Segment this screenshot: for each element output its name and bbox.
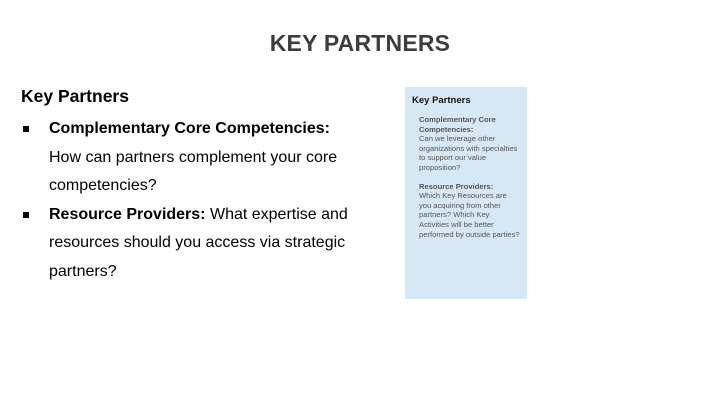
slide-title: KEY PARTNERS	[269, 30, 451, 56]
bullet-term: Resource Providers:	[49, 205, 206, 223]
content-column	[21, 86, 381, 286]
square-bullet-icon	[23, 212, 29, 218]
canvas-item-resource-providers	[419, 182, 521, 240]
canvas-item-core-competencies	[419, 115, 521, 173]
bullet-text: What expertise and resources should you access via strategic partners?	[49, 205, 348, 280]
canvas-box-title: Key Partners	[412, 95, 471, 106]
bullet-text: How can partners complement your core competencies?	[49, 148, 338, 194]
key-partners-canvas-box	[405, 87, 527, 299]
bullet-list	[21, 115, 381, 286]
square-bullet-icon	[23, 126, 29, 132]
bullet-item-resource-providers	[21, 201, 381, 287]
canvas-item-title: Resource Providers:	[419, 181, 494, 191]
canvas-item-text: Can we leverage other organizations with specialties to support our value proposition?	[419, 134, 518, 172]
bullet-item-core-competencies	[21, 115, 381, 201]
canvas-item-title: Complementary Core Competencies:	[419, 115, 496, 134]
section-heading: Key Partners	[21, 86, 129, 106]
canvas-item-text: Which Key Resources are you acquiring from other partners? Which Key Activities will be better performed by outside parties?	[419, 191, 520, 239]
bullet-term: Complementary Core Competencies:	[49, 120, 330, 137]
